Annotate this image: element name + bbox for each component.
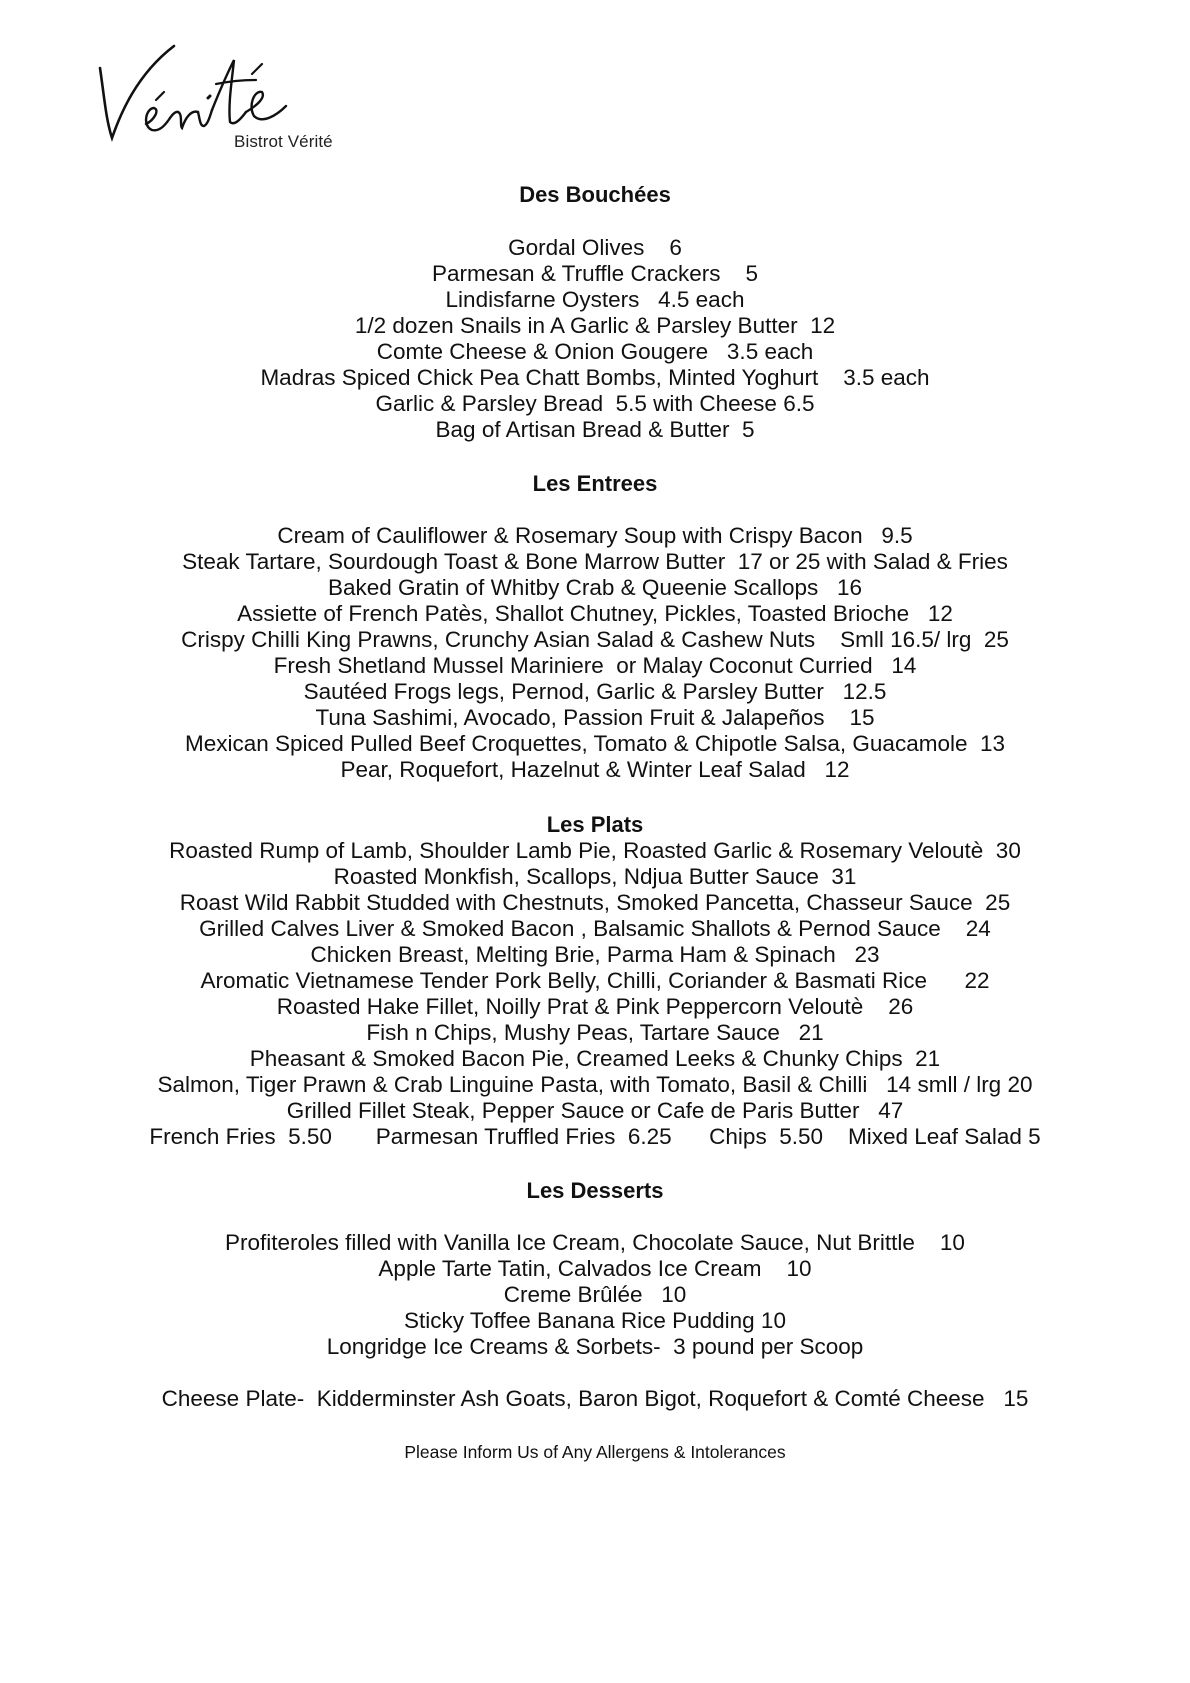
menu-item: Chicken Breast, Melting Brie, Parma Ham & Spinach 23 xyxy=(310,942,880,967)
menu-item: Roasted Rump of Lamb, Shoulder Lamb Pie, Roasted Garlic & Rosemary Veloutè 30 xyxy=(169,838,1021,863)
menu-item: Roast Wild Rabbit Studded with Chestnuts, Smoked Pancetta, Chasseur Sauce 25 xyxy=(179,890,1011,915)
menu-item: Roasted Monkfish, Scallops, Ndjua Butter Sauce 31 xyxy=(333,864,857,889)
menu-item: Aromatic Vietnamese Tender Pork Belly, Chilli, Coriander & Basmati Rice 22 xyxy=(200,968,990,993)
menu-item: Profiteroles filled with Vanilla Ice Cream, Chocolate Sauce, Nut Brittle 10 xyxy=(225,1230,965,1255)
menu-item: Madras Spiced Chick Pea Chatt Bombs, Minted Yoghurt 3.5 each xyxy=(260,365,930,390)
menu-item: Steak Tartare, Sourdough Toast & Bone Marrow Butter 17 or 25 with Salad & Fries xyxy=(182,549,1008,574)
section-heading-bouchees: Des Bouchées xyxy=(519,182,671,207)
menu-item: Mexican Spiced Pulled Beef Croquettes, Tomato & Chipotle Salsa, Guacamole 13 xyxy=(184,731,1006,756)
section-heading-plats: Les Plats xyxy=(546,812,644,837)
menu-item: Apple Tarte Tatin, Calvados Ice Cream 10 xyxy=(378,1256,812,1281)
menu-item: Bag of Artisan Bread & Butter 5 xyxy=(435,417,755,442)
menu-item: Sticky Toffee Banana Rice Pudding 10 xyxy=(404,1308,786,1333)
menu-item: Fresh Shetland Mussel Mariniere or Malay Coconut Curried 14 xyxy=(273,653,917,678)
menu-item: Salmon, Tiger Prawn & Crab Linguine Pasta, with Tomato, Basil & Chilli 14 smll / lrg 20 xyxy=(157,1072,1033,1097)
menu-item: Tuna Sashimi, Avocado, Passion Fruit & Jalapeños 15 xyxy=(315,705,875,730)
menu-item: Roasted Hake Fillet, Noilly Prat & Pink Peppercorn Veloutè 26 xyxy=(276,994,914,1019)
menu-item: Baked Gratin of Whitby Crab & Queenie Scallops 16 xyxy=(327,575,863,600)
menu-item: Lindisfarne Oysters 4.5 each xyxy=(445,287,745,312)
menu-item: Creme Brûlée 10 xyxy=(503,1282,687,1307)
menu-item: Cream of Cauliflower & Rosemary Soup with Crispy Bacon 9.5 xyxy=(277,523,913,548)
menu-item: Parmesan & Truffle Crackers 5 xyxy=(432,261,758,286)
menu-item-cheese-plate: Cheese Plate- Kidderminster Ash Goats, Baron Bigot, Roquefort & Comté Cheese 15 xyxy=(161,1386,1029,1411)
menu-item: Assiette of French Patès, Shallot Chutney, Pickles, Toasted Brioche 12 xyxy=(237,601,953,626)
menu-item: Pear, Roquefort, Hazelnut & Winter Leaf Salad 12 xyxy=(340,757,850,782)
menu-item: Crispy Chilli King Prawns, Crunchy Asian Salad & Cashew Nuts Smll 16.5/ lrg 25 xyxy=(181,627,1009,652)
menu-item: Garlic & Parsley Bread 5.5 with Cheese 6.5 xyxy=(375,391,815,416)
menu-item: Gordal Olives 6 xyxy=(508,235,682,260)
section-heading-entrees: Les Entrees xyxy=(532,471,658,496)
restaurant-logo xyxy=(96,40,336,160)
menu-item-sides: French Fries 5.50 Parmesan Truffled Fries 6.25 Chips 5.50 Mixed Leaf Salad 5 xyxy=(149,1124,1041,1149)
menu-item: Comte Cheese & Onion Gougere 3.5 each xyxy=(376,339,814,364)
menu-item: Grilled Fillet Steak, Pepper Sauce or Cafe de Paris Butter 47 xyxy=(286,1098,904,1123)
allergen-notice: Please Inform Us of Any Allergens & Intolerances xyxy=(404,1442,786,1462)
logo-subtitle: Bistrot Vérité xyxy=(234,132,333,151)
menu-item: Grilled Calves Liver & Smoked Bacon , Balsamic Shallots & Pernod Sauce 24 xyxy=(199,916,991,941)
menu-item: Longridge Ice Creams & Sorbets- 3 pound per Scoop xyxy=(326,1334,864,1359)
menu-item: 1/2 dozen Snails in A Garlic & Parsley Butter 12 xyxy=(354,313,836,338)
menu-item: Fish n Chips, Mushy Peas, Tartare Sauce 21 xyxy=(366,1020,824,1045)
section-heading-desserts: Les Desserts xyxy=(526,1178,664,1203)
menu-item: Sautéed Frogs legs, Pernod, Garlic & Parsley Butter 12.5 xyxy=(303,679,887,704)
menu-item: Pheasant & Smoked Bacon Pie, Creamed Leeks & Chunky Chips 21 xyxy=(249,1046,941,1071)
